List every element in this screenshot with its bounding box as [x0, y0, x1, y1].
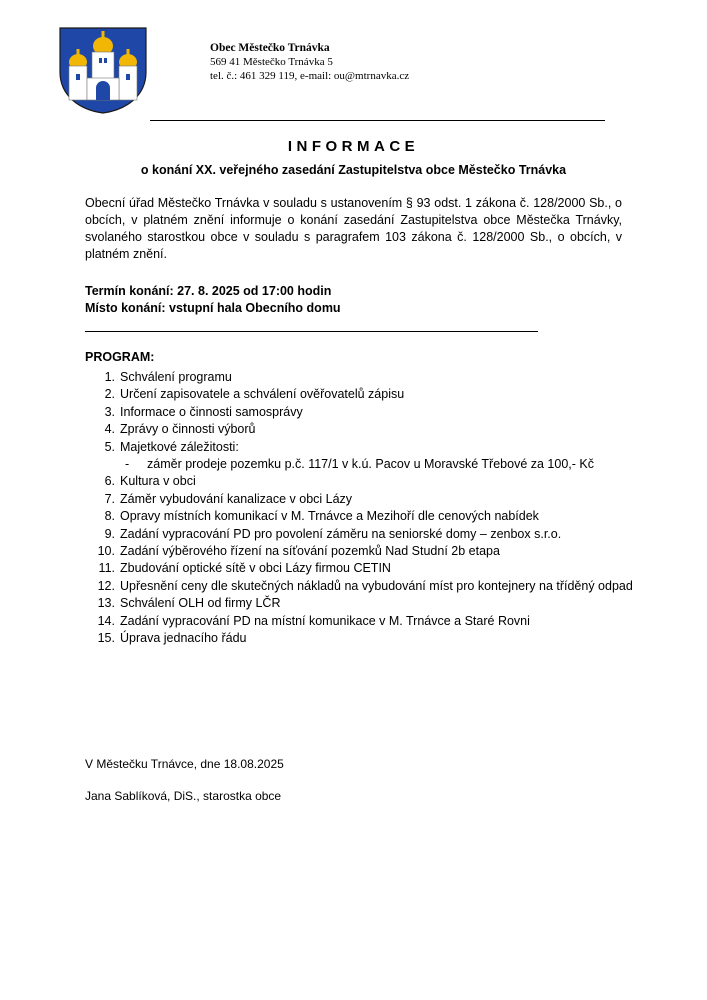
- item-text: Kultura v obci: [120, 474, 196, 489]
- header-divider: [150, 120, 605, 121]
- item-number: 9.: [104, 526, 115, 541]
- item-text: Záměr vybudování kanalizace v obci Lázy: [120, 491, 353, 506]
- item-number: 2.: [104, 387, 115, 402]
- item-number: 4.: [104, 422, 115, 437]
- program-item: [85, 386, 640, 403]
- item-number: 7.: [104, 491, 115, 506]
- meeting-divider: [85, 331, 538, 332]
- program-item: [85, 369, 640, 386]
- letterhead: [210, 41, 409, 83]
- program-item: [85, 526, 640, 543]
- program-item: [85, 491, 640, 508]
- item-text: Opravy místních komunikací v M. Trnávce a Mezihoří dle cenových nabídek: [120, 509, 539, 524]
- item-number: 10.: [97, 544, 115, 559]
- item-number: 15.: [97, 631, 115, 646]
- program-item: [85, 439, 640, 456]
- program-item: [85, 595, 640, 612]
- program-item: [85, 630, 640, 647]
- intro-paragraph: Obecní úřad Městečko Trnávka v souladu s ustanovením § 93 odst. 1 zákona č. 128/2000 Sb., o obcích, v platném znění informuje o konání zasedání Zastupitelstva obce Městečka Trnávky, svolaného starostkou obce v souladu s paragrafem 103 zákona č. 128/2000 Sb., o obcích, v platném znění.: [85, 196, 622, 261]
- item-text: Zadání vypracování PD na místní komunikace v M. Trnávce a Staré Rovni: [120, 613, 530, 628]
- document-subtitle: o konání XX. veřejného zasedání Zastupitelstva obce Městečko Trnávka: [140, 163, 567, 177]
- meeting-term: Termín konání: 27. 8. 2025 od 17:00 hodin: [85, 284, 332, 298]
- item-number: 6.: [104, 474, 115, 489]
- item-text: Upřesnění ceny dle skutečných nákladů na vybudování míst pro kontejnery na tříděný odpad: [120, 578, 633, 593]
- program-item: [85, 613, 640, 630]
- program-heading: PROGRAM:: [85, 350, 155, 364]
- organization-name: Obec Městečko Trnávka: [210, 42, 330, 54]
- item-text: Informace o činnosti samosprávy: [120, 404, 303, 419]
- item-text: Zbudování optické sítě v obci Lázy firmou CETIN: [120, 561, 391, 576]
- subitem-text: záměr prodeje pozemku p.č. 117/1 v k.ú. Pacov u Moravské Třebové za 100,- Kč: [147, 457, 594, 472]
- item-number: 8.: [104, 509, 115, 524]
- program-list: [85, 369, 640, 648]
- item-text: Schválení OLH od firmy LČR: [120, 596, 281, 611]
- signature-line: Jana Sablíková, DiS., starostka obce: [85, 789, 282, 803]
- item-number: 5.: [104, 439, 115, 454]
- item-text: Zadání výběrového řízení na síťování pozemků Nad Studní 2b etapa: [120, 544, 500, 559]
- organization-address: 569 41 Městečko Trnávka 5: [210, 56, 333, 68]
- program-item: [85, 560, 640, 577]
- program-item: [85, 421, 640, 438]
- item-number: 1.: [104, 370, 115, 384]
- meeting-place: Místo konání: vstupní hala Obecního domu: [85, 301, 341, 315]
- place-and-date: V Městečku Trnávce, dne 18.08.2025: [85, 757, 284, 771]
- item-text: Majetkové záležitosti:: [120, 439, 239, 454]
- program-item: [85, 578, 640, 595]
- program-item: [85, 508, 640, 525]
- municipal-coat-of-arms: [56, 26, 150, 114]
- program-item: [85, 404, 640, 421]
- item-text: Zprávy o činnosti výborů: [120, 422, 256, 437]
- item-number: 14.: [97, 613, 115, 628]
- item-number: 11.: [98, 561, 115, 576]
- item-text: Schválení programu: [120, 370, 232, 384]
- item-number: 13.: [97, 596, 115, 611]
- item-text: Úprava jednacího řádu: [120, 631, 247, 646]
- item-text: Zadání vypracování PD pro povolení záměru na seniorské domy – zenbox s.r.o.: [120, 526, 562, 541]
- program-item: [85, 543, 640, 560]
- item-number: 12.: [97, 578, 115, 593]
- item-number: 3.: [104, 404, 115, 419]
- organization-contact: tel. č.: 461 329 119, e-mail: ou@mtrnavka.cz: [210, 70, 410, 82]
- meeting-details: [85, 283, 341, 317]
- program-item: [85, 473, 640, 490]
- document-title: INFORMACE: [287, 138, 420, 155]
- item-text: Určení zapisovatele a schválení ověřovatelů zápisu: [120, 387, 405, 402]
- program-subitem: [85, 456, 640, 473]
- subitem-dash: -: [125, 457, 130, 472]
